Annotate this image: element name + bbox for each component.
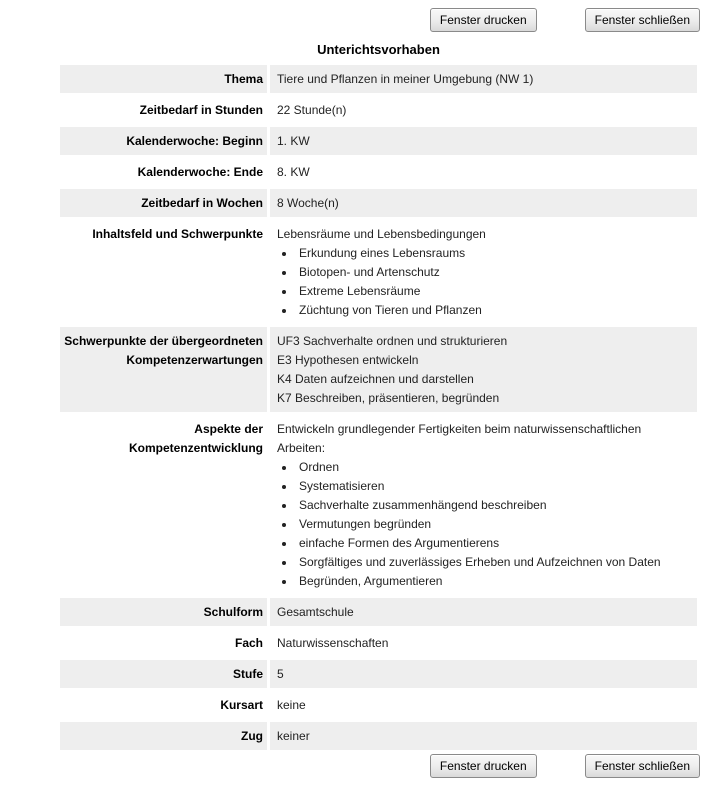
bullet-item: • Sachverhalte zusammenhängend beschreiben <box>296 496 683 515</box>
field-value <box>270 598 697 626</box>
bullet-item: • Züchtung von Tieren und Pflanzen <box>296 301 683 320</box>
value-text: 8. KW <box>277 165 310 179</box>
bullet-list <box>277 458 683 591</box>
value-line: K4 Daten aufzeichnen und darstellen <box>277 372 474 386</box>
field-value <box>270 189 697 217</box>
field-value <box>270 220 697 324</box>
value-line: E3 Hypothesen entwickeln <box>277 353 419 367</box>
close-window-button-top[interactable]: Fenster schließen <box>585 8 700 32</box>
value-line: K7 Beschreiben, präsentieren, begründen <box>277 391 500 405</box>
bullet-item: • Extreme Lebensräume <box>296 282 683 301</box>
bottom-button-row <box>0 754 710 778</box>
bullet-item: • Biotopen- und Artenschutz <box>296 263 683 282</box>
top-button-row <box>0 8 710 32</box>
print-window-button-bottom[interactable]: Fenster drucken <box>430 754 537 778</box>
field-value <box>270 415 697 595</box>
field-label: Zug <box>60 722 267 750</box>
bullet-list <box>277 244 683 320</box>
value-text: Naturwissenschaften <box>277 636 389 650</box>
bullet-item: • Systematisieren <box>296 477 683 496</box>
field-label: Zeitbedarf in Stunden <box>139 103 263 117</box>
value-text: 22 Stunde(n) <box>277 103 347 117</box>
field-label: Fach <box>234 636 263 650</box>
value-line: UF3 Sachverhalte ordnen und strukturieren <box>277 334 508 348</box>
field-value <box>270 158 697 186</box>
page-title: Unterichtsvorhaben <box>317 42 440 57</box>
value-text: Lebensräume und Lebensbedingungen <box>277 227 486 241</box>
field-value <box>270 96 697 124</box>
value-text: keiner <box>277 729 310 743</box>
field-value <box>270 722 697 750</box>
field-label: Aspekte der Kompetenzentwicklung <box>128 422 263 455</box>
close-window-button-bottom[interactable]: Fenster schließen <box>585 754 700 778</box>
field-value <box>270 127 697 155</box>
bullet-item: • Begründen, Argumentieren <box>296 572 683 591</box>
field-value <box>270 629 697 657</box>
value-text: keine <box>277 698 306 712</box>
value-text: 1. KW <box>277 134 310 148</box>
bullet-item: • einfache Formen des Argumentierens <box>296 534 683 553</box>
field-label: Kalenderwoche: Beginn <box>60 127 267 155</box>
bullet-item: • Vermutungen begründen <box>296 515 683 534</box>
print-window-button-top[interactable]: Fenster drucken <box>430 8 537 32</box>
bullet-item: • Sorgfältiges und zuverlässiges Erheben und Aufzeichnen von Daten <box>296 553 683 572</box>
field-label: Stufe <box>60 660 267 688</box>
field-value <box>270 65 697 93</box>
field-label: Kalenderwoche: Ende <box>137 165 263 179</box>
field-label: Thema <box>60 65 267 93</box>
value-text: 8 Woche(n) <box>277 196 339 210</box>
field-label: Kursart <box>220 698 263 712</box>
field-label: Schwerpunkte der übergeordneten Kompetenzerwartungen <box>60 327 267 412</box>
bullet-item: • Erkundung eines Lebensraums <box>296 244 683 263</box>
field-value <box>270 660 697 688</box>
value-text: Gesamtschule <box>277 605 354 619</box>
value-text: Entwickeln grundlegender Fertigkeiten beim naturwissenschaftlichen Arbeiten: <box>277 422 642 455</box>
lesson-plan-detail-table <box>60 65 697 750</box>
value-text: Tiere und Pflanzen in meiner Umgebung (NW 1) <box>277 72 534 86</box>
bullet-item: • Ordnen <box>296 458 683 477</box>
field-label: Schulform <box>60 598 267 626</box>
field-label: Inhaltsfeld und Schwerpunkte <box>92 227 263 241</box>
value-text: 5 <box>277 667 284 681</box>
field-label: Zeitbedarf in Wochen <box>60 189 267 217</box>
field-value <box>270 691 697 719</box>
field-value <box>270 327 697 412</box>
